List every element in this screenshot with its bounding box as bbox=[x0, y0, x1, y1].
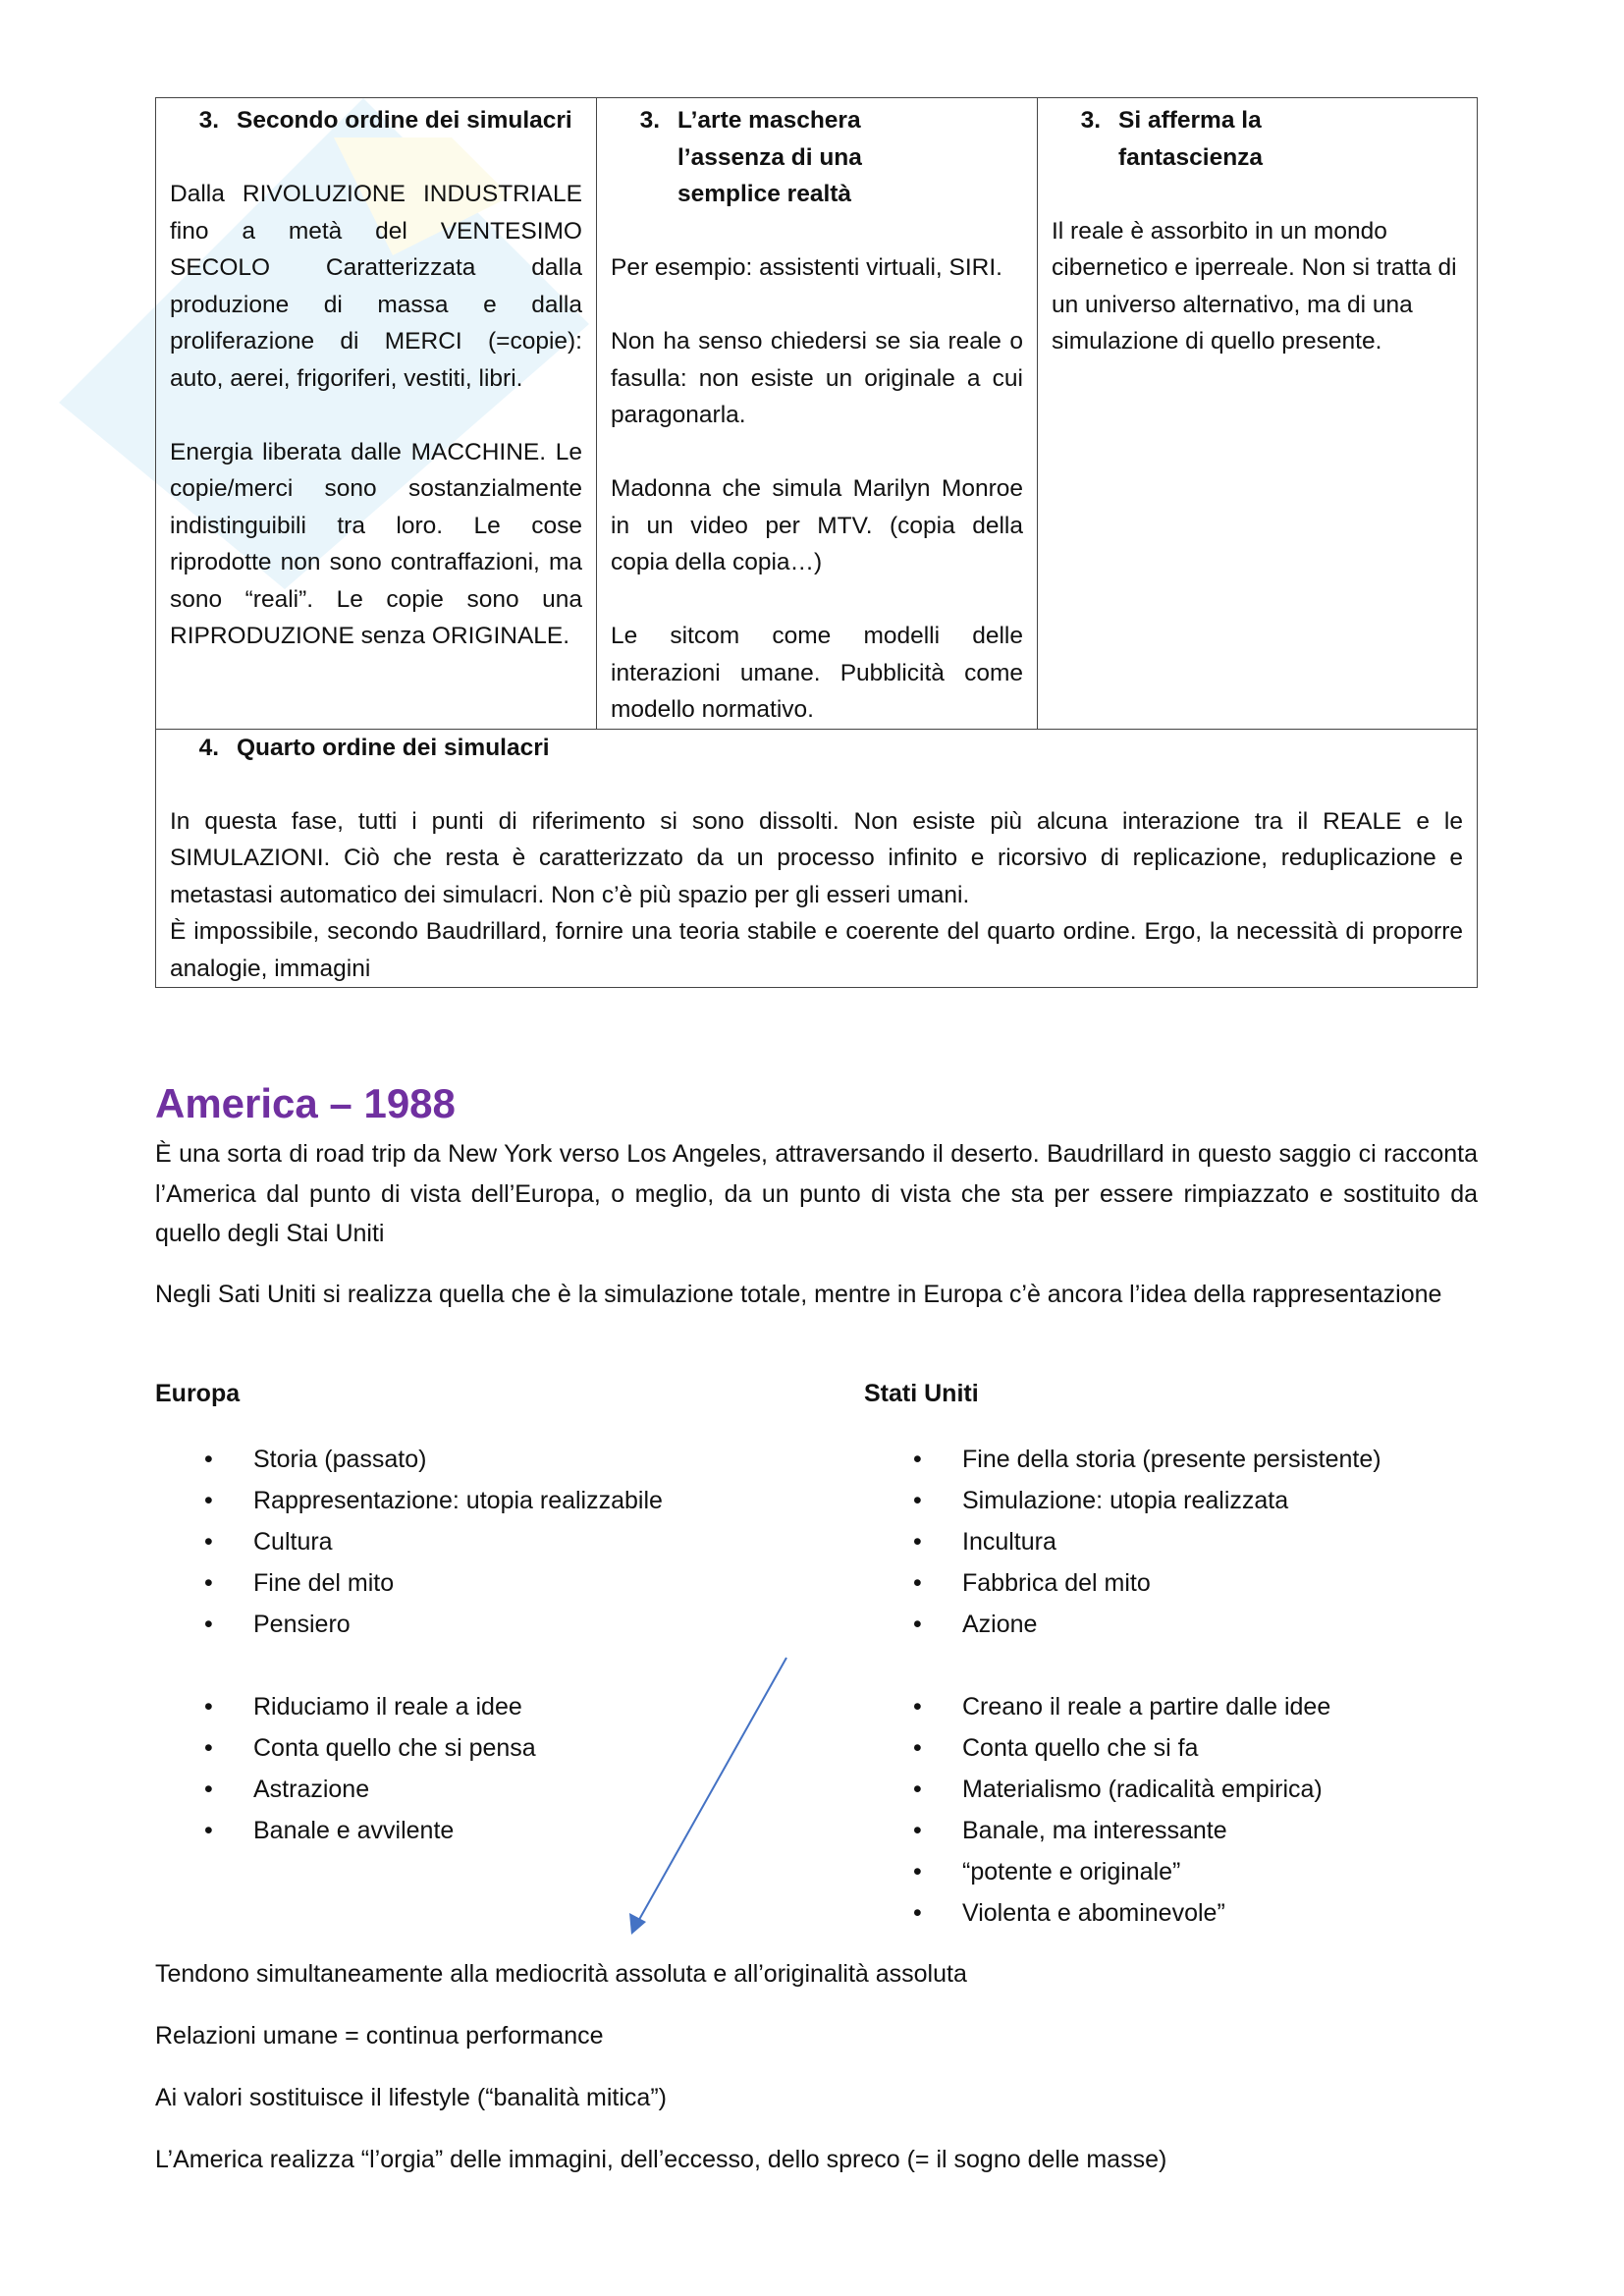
list-item: • Violenta e abominevole” bbox=[864, 1892, 1330, 1934]
usa-list-1 bbox=[864, 1439, 1381, 1645]
cell-paragraph: Le sitcom come modelli delle interazioni umane. Pubblicità come modello normativo. bbox=[611, 623, 1023, 723]
item-number: 3. bbox=[1080, 107, 1101, 134]
cell-heading: Quarto ordine dei simulacri bbox=[237, 734, 550, 761]
list-item: • Materialismo (radicalità empirica) bbox=[864, 1769, 1330, 1810]
cell-paragraph: È impossibile, secondo Baudrillard, fornire una teoria stabile e coerente del quarto ordine. Ergo, la necessità di proporre analogie, immagini bbox=[170, 918, 1463, 982]
usa-list-2 bbox=[864, 1686, 1330, 1934]
usa-label: Stati Uniti bbox=[864, 1380, 979, 1407]
table-row bbox=[156, 729, 1478, 988]
cell-paragraph: Energia liberata dalle MACCHINE. Le copie/merci sono sostanzialmente indistinguibili tra loro. Le cose riprodotte non sono contraffazioni, ma sono “reali”. Le copie sono una RIPRODUZIONE senza ORIGINALE. bbox=[170, 438, 582, 649]
list-item: • Incultura bbox=[864, 1521, 1381, 1562]
list-item: • “potente e originale” bbox=[864, 1851, 1330, 1892]
cell-paragraph: Per esempio: assistenti virtuali, SIRI. bbox=[611, 254, 1002, 281]
item-number: 4. bbox=[198, 734, 219, 761]
cell-heading: L’arte maschera l’assenza di una semplice realtà bbox=[677, 107, 862, 207]
list-item: • Fine del mito bbox=[155, 1562, 663, 1604]
intro-paragraph: Negli Sati Uniti si realizza quella che è la simulazione totale, mentre in Europa c’è ancora l’idea della rappresentazione bbox=[155, 1281, 1442, 1308]
cell-heading: Si afferma la fantascienza bbox=[1118, 107, 1264, 171]
europa-label: Europa bbox=[155, 1380, 241, 1407]
list-item: • Conta quello che si pensa bbox=[155, 1727, 536, 1769]
list-item: • Simulazione: utopia realizzata bbox=[864, 1480, 1381, 1521]
closing-line: Relazioni umane = continua performance bbox=[155, 2022, 604, 2050]
closing-line: Tendono simultaneamente alla mediocrità assoluta e all’originalità assoluta bbox=[155, 1960, 967, 1988]
list-item: • Fabbrica del mito bbox=[864, 1562, 1381, 1604]
cell-art-masks bbox=[597, 98, 1038, 730]
list-item: • Azione bbox=[864, 1604, 1381, 1645]
intro-paragraph: È una sorta di road trip da New York verso Los Angeles, attraversando il deserto. Baudrillard in questo saggio ci racconta l’America dal punto di vista dell’Europa, o meglio, da un punto di vista che sta per essere rimpiazzato e sostituito da quello degli Stai Uniti bbox=[155, 1140, 1478, 1247]
closing-line: L’America realizza “l’orgia” delle immagini, dell’eccesso, dello spreco (= il sogno delle masse) bbox=[155, 2146, 1167, 2173]
europa-list-2 bbox=[155, 1686, 536, 1851]
cell-science-fiction bbox=[1038, 98, 1478, 730]
list-item: • Banale e avvilente bbox=[155, 1810, 536, 1851]
europa-list-1 bbox=[155, 1439, 663, 1645]
list-item: • Riduciamo il reale a idee bbox=[155, 1686, 536, 1727]
simulacra-table bbox=[155, 97, 1478, 988]
item-number: 3. bbox=[639, 107, 660, 134]
list-item: • Creano il reale a partire dalle idee bbox=[864, 1686, 1330, 1727]
cell-paragraph: Dalla RIVOLUZIONE INDUSTRIALE fino a metà del VENTESIMO SECOLO Caratterizzata dalla produzione di massa e dalla proliferazione di MERCI (=copie): auto, aerei, frigoriferi, vestiti, libri. bbox=[170, 181, 582, 392]
cell-fourth-order bbox=[156, 729, 1478, 988]
table-row bbox=[156, 98, 1478, 730]
cell-paragraph: Non ha senso chiedersi se sia reale o fasulla: non esiste un originale a cui paragonarla. bbox=[611, 328, 1023, 428]
cell-second-order bbox=[156, 98, 597, 730]
list-item: • Cultura bbox=[155, 1521, 663, 1562]
list-item: • Rappresentazione: utopia realizzabile bbox=[155, 1480, 663, 1521]
item-number: 3. bbox=[198, 107, 219, 134]
list-item: • Astrazione bbox=[155, 1769, 536, 1810]
list-item: • Fine della storia (presente persistente) bbox=[864, 1439, 1381, 1480]
list-item: • Pensiero bbox=[155, 1604, 663, 1645]
cell-paragraph: In questa fase, tutti i punti di riferimento si sono dissolti. Non esiste più alcuna interazione tra il REALE e le SIMULAZIONI. Ciò che resta è caratterizzato da un processo infinito e ricorsivo di replicazione, reduplicazione e metastasi automatico dei simulacri. Non c’è più spazio per gli esseri umani. bbox=[170, 807, 1463, 908]
list-item: • Storia (passato) bbox=[155, 1439, 663, 1480]
cell-heading: Secondo ordine dei simulacri bbox=[237, 107, 572, 134]
cell-paragraph: Madonna che simula Marilyn Monroe in un video per MTV. (copia della copia della copia…) bbox=[611, 475, 1023, 575]
list-item: • Conta quello che si fa bbox=[864, 1727, 1330, 1769]
section-title: America – 1988 bbox=[155, 1080, 456, 1126]
closing-line: Ai valori sostituisce il lifestyle (“banalità mitica”) bbox=[155, 2084, 667, 2111]
list-item: • Banale, ma interessante bbox=[864, 1810, 1330, 1851]
cell-paragraph: Il reale è assorbito in un mondo cibernetico e iperreale. Non si tratta di un universo alternativo, ma di una simulazione di quello presente. bbox=[1052, 217, 1457, 355]
